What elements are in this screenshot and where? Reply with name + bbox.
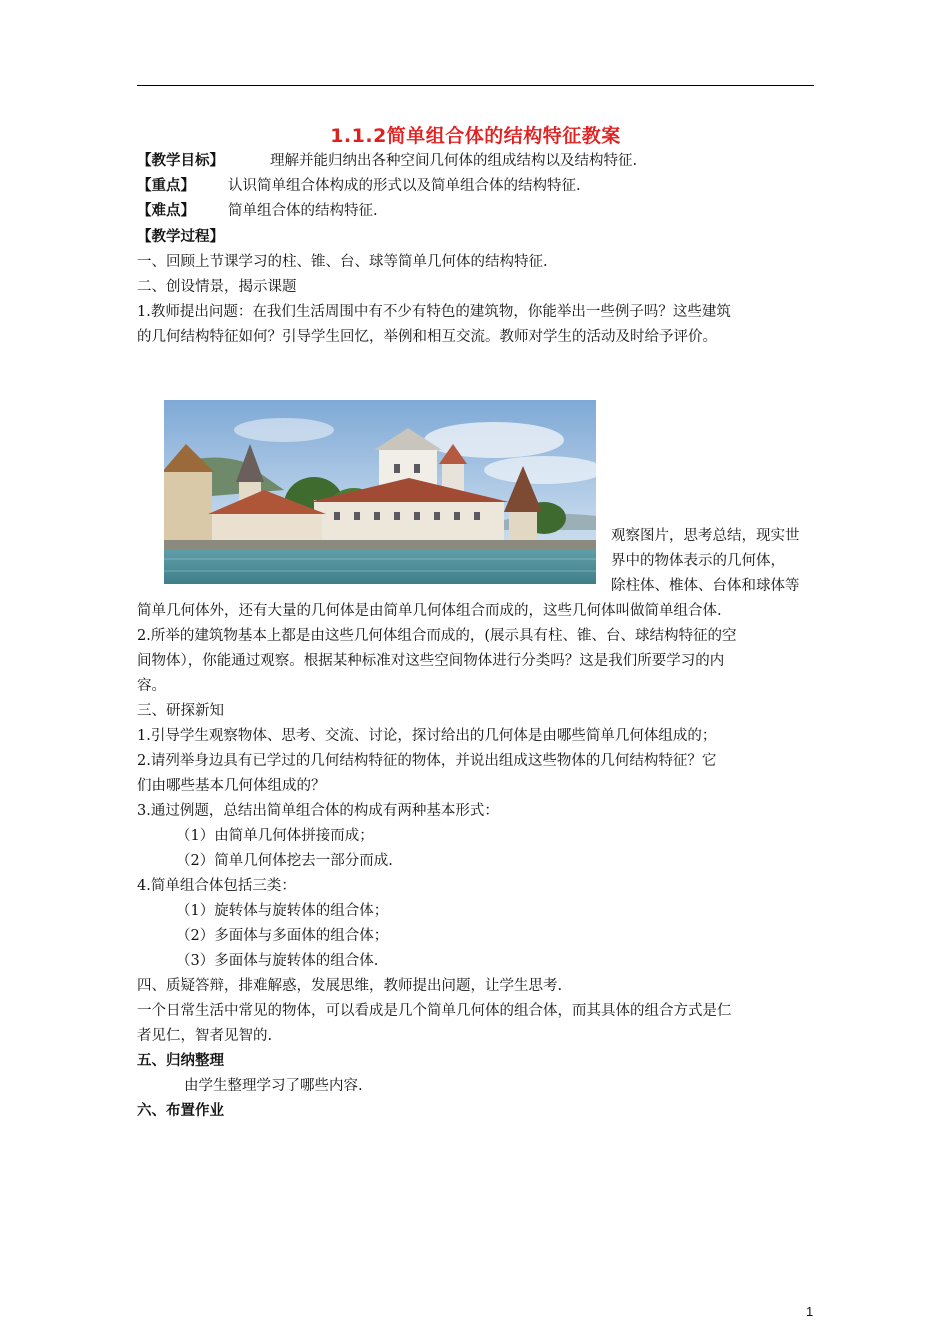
caption-line-3: 除柱体、椎体、台体和球体等: [611, 578, 800, 594]
objective-line: [137, 150, 817, 172]
section-1: 一、回顾上节课学习的柱、锥、台、球等简单几何体的结构特征.: [137, 254, 548, 270]
process-label: 【教学过程】: [137, 229, 224, 245]
item-2-line-1: 2.请列举身边具有已学过的几何结构特征的物体，并说出组成这些物体的几何结构特征？它: [137, 753, 717, 769]
section-4-line-1: 一个日常生活中常见的物体，可以看成是几个简单几何体的组合体，而其具体的组合方式是仁: [137, 1003, 732, 1019]
difficulty-label: 【难点】: [137, 203, 195, 219]
section-4-line-2: 者见仁，智者见智的.: [137, 1028, 273, 1044]
section-3: 三、研探新知: [137, 703, 224, 719]
key-point-text: 认识简单组合体构成的形式以及简单组合体的结构特征.: [228, 178, 581, 194]
header-rule: [137, 85, 814, 86]
item-1: 1.引导学生观察物体、思考、交流、讨论，探讨给出的几何体是由哪些简单几何体组成的；: [137, 728, 717, 744]
section-6: 六、布置作业: [137, 1103, 224, 1119]
section-4: 四、质疑答辩，排难解惑，发展思维，教师提出问题，让学生思考.: [137, 978, 563, 994]
objective-text: 理解并能归纳出各种空间几何体的组成结构以及结构特征.: [270, 153, 638, 169]
key-point-line: [137, 175, 817, 197]
item-3: 3.通过例题，总结出简单组合体的构成有两种基本形式：: [137, 803, 499, 819]
paragraph-3-line-2: 间物体），你能通过观察。根据某种标准对这些空间物体进行分类吗？这是我们所要学习的内: [137, 653, 725, 669]
paragraph-3-line-3: 容。: [137, 678, 166, 694]
difficulty-text: 简单组合体的结构特征.: [228, 203, 378, 219]
difficulty-line: [137, 200, 817, 222]
item-4-sub-1: （1）旋转体与旋转体的组合体；: [176, 903, 389, 919]
paragraph-1-line-1: 1.教师提出问题：在我们生活周围中有不少有特色的建筑物，你能举出一些例子吗？这些建筑: [137, 304, 731, 320]
item-4-sub-2: （2）多面体与多面体的组合体；: [176, 928, 389, 944]
item-3-sub-1: （1）由简单几何体拼接而成；: [176, 828, 374, 844]
item-4-sub-3: （3）多面体与旋转体的组合体.: [176, 953, 379, 969]
item-4: 4.简单组合体包括三类：: [137, 878, 296, 894]
caption-line-2: 界中的物体表示的几何体，: [611, 553, 785, 569]
paragraph-3-line-1: 2.所举的建筑物基本上都是由这些几何体组合而成的，(展示具有柱、锥、台、球结构特征的空: [137, 628, 737, 644]
key-point-label: 【重点】: [137, 178, 195, 194]
item-2-line-2: 们由哪些基本几何体组成的？: [137, 778, 326, 794]
section-5-text: 由学生整理学习了哪些内容.: [184, 1078, 363, 1094]
castle-lake-photo: [164, 400, 596, 584]
item-3-sub-2: （2）简单几何体挖去一部分而成.: [176, 853, 393, 869]
section-2: 二、创设情景，揭示课题: [137, 279, 297, 295]
objective-label: 【教学目标】: [137, 153, 224, 169]
paragraph-1-line-2: 的几何结构特征如何？引导学生回忆，举例和相互交流。教师对学生的活动及时给予评价。: [137, 329, 717, 345]
caption-line-1: 观察图片，思考总结，现实世: [611, 528, 800, 544]
document-title: 1.1.2简单组合体的结构特征教案: [330, 125, 621, 147]
paragraph-2-line-1: 简单几何体外，还有大量的几何体是由简单几何体组合而成的，这些几何体叫做简单组合体.: [137, 603, 722, 619]
section-5: 五、归纳整理: [137, 1053, 224, 1069]
page-number: 1: [806, 1304, 814, 1319]
